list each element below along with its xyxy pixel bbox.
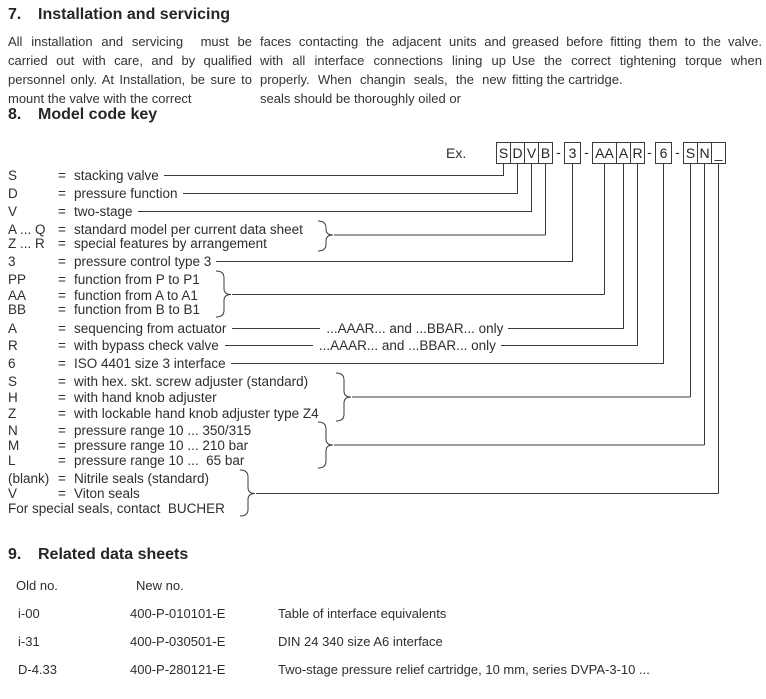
key-code: M xyxy=(8,437,20,453)
key-code: BB xyxy=(8,301,27,317)
connector-line xyxy=(501,345,638,346)
key-code: V xyxy=(8,203,18,219)
key-row-viton-seals: V = Viton seals xyxy=(8,485,140,501)
code-box-N: N xyxy=(697,142,712,164)
key-desc: function from A to A1 xyxy=(74,287,198,303)
key-note: ...AAAR... and ...BBAR... only xyxy=(326,320,504,336)
key-code: R xyxy=(8,337,18,353)
key-desc: with hand knob adjuster xyxy=(74,389,217,405)
key-desc: ISO 4401 size 3 interface xyxy=(74,355,226,371)
code-box-B: B xyxy=(538,142,553,164)
code-dash-4: - xyxy=(675,144,680,160)
key-row-range-l: L = pressure range 10 ... 65 bar xyxy=(8,452,245,468)
new-no: 400-P-030501-E xyxy=(130,634,226,649)
key-row-iso-interface: 6 = ISO 4401 size 3 interface xyxy=(8,354,766,372)
key-desc: with hex. skt. screw adjuster (standard) xyxy=(74,373,309,389)
key-code: H xyxy=(8,389,18,405)
old-no: i-00 xyxy=(18,606,40,621)
connector-line xyxy=(225,345,313,346)
key-row-sequencing: A = sequencing from actuator ...AAAR... and ...BBAR... only xyxy=(8,319,766,337)
key-row-hex-adjuster: S = with hex. skt. screw adjuster (standard) xyxy=(8,373,309,389)
key-row-nitrile-seals: (blank) = Nitrile seals (standard) xyxy=(8,470,210,486)
example-label: Ex. xyxy=(446,145,467,161)
key-desc: pressure range 10 ... 65 bar xyxy=(74,452,245,468)
key-row-bypass: R = with bypass check valve ...AAAR... and ...BBAR... only xyxy=(8,336,766,354)
key-code: 3 xyxy=(8,253,16,269)
key-code: AA xyxy=(8,287,27,303)
key-code: S xyxy=(8,167,18,183)
section7-title xyxy=(8,6,230,24)
key-desc: two-stage xyxy=(74,203,133,219)
key-note: ...AAAR... and ...BBAR... only xyxy=(318,337,496,353)
key-desc: Nitrile seals (standard) xyxy=(74,470,210,486)
key-desc: function from P to P1 xyxy=(74,271,200,287)
key-row-special-seals xyxy=(8,499,766,517)
key-code: S xyxy=(8,373,18,389)
connector-line xyxy=(231,363,664,364)
key-row-two-stage: V = two-stage xyxy=(8,202,766,220)
key-row-stacking-valve: S = stacking valve xyxy=(8,166,766,184)
code-box-D: D xyxy=(510,142,525,164)
key-row-lockable-knob: Z = with lockable hand knob adjuster type Z4 xyxy=(8,405,319,421)
key-row-pressure-control: 3 = pressure control type 3 xyxy=(8,252,766,270)
code-box-AA: AA xyxy=(592,142,617,164)
code-box-blank: _ xyxy=(711,142,726,164)
new-no: 400-P-010101-E xyxy=(130,606,226,621)
section8-title xyxy=(8,106,157,124)
key-desc: pressure range 10 ... 350/315 xyxy=(74,422,252,438)
key-code: Z xyxy=(8,405,17,421)
section7-title-text: Installation and servicing xyxy=(38,6,231,23)
code-box-3: 3 xyxy=(564,142,581,164)
col-header-new-no: New no. xyxy=(136,578,184,593)
key-desc: special features by arrangement xyxy=(74,235,267,251)
old-no: D-4.33 xyxy=(18,662,58,677)
key-row-special-features: Z ... R = special features by arrangement xyxy=(8,235,267,251)
section9-number: 9. xyxy=(8,546,22,563)
code-box-R: R xyxy=(630,142,645,164)
connector-line xyxy=(183,193,518,194)
key-desc: stacking valve xyxy=(74,167,159,183)
key-row-pressure-function: D = pressure function xyxy=(8,184,766,202)
old-no: i-31 xyxy=(18,634,40,649)
code-box-A: A xyxy=(616,142,631,164)
key-desc: pressure function xyxy=(74,185,178,201)
section7-number: 7. xyxy=(8,6,22,23)
section7-column-1: All installation and servicing must be carried out with care, and by qualified personnel only. At Installation, be sure to mount the valve with the correct xyxy=(8,34,252,106)
key-desc: standard model per current data sheet xyxy=(74,221,303,237)
key-code: A xyxy=(8,320,18,336)
key-code: V xyxy=(8,485,18,501)
key-code: Z ... R xyxy=(8,235,45,251)
code-dash-3: - xyxy=(647,144,652,160)
code-box-S: S xyxy=(496,142,511,164)
key-code: 6 xyxy=(8,355,16,371)
key-desc: sequencing from actuator xyxy=(74,320,227,336)
key-row-standard-model: A ... Q = standard model per current data sheet xyxy=(8,221,303,237)
model-code-diagram xyxy=(0,138,766,530)
key-code: N xyxy=(8,422,18,438)
key-desc: Viton seals xyxy=(74,485,140,501)
code-box-V: V xyxy=(524,142,539,164)
key-row-bb: BB = function from B to B1 xyxy=(8,301,201,317)
key-code: PP xyxy=(8,271,27,287)
sheet-desc: DIN 24 340 size A6 interface xyxy=(278,634,443,649)
key-desc: pressure control type 3 xyxy=(74,253,212,269)
key-row-range-m: M = pressure range 10 ... 210 bar xyxy=(8,437,249,453)
code-dash-1: - xyxy=(556,144,561,160)
connector-line xyxy=(216,261,573,262)
key-code: L xyxy=(8,452,16,468)
section7-column-2: faces contacting the adjacent units and with all interface connections lining up properly. When changin seals, the new seals should be thoroughly oiled or xyxy=(260,34,506,106)
code-dash-2: - xyxy=(584,144,589,160)
code-box-S2: S xyxy=(683,142,698,164)
key-row-aa: AA = function from A to A1 xyxy=(8,287,198,303)
section9-title-text: Related data sheets xyxy=(38,546,189,563)
key-row-hand-knob: H = with hand knob adjuster xyxy=(8,389,217,405)
section7-column-3: greased before fitting them to the valve. Use the correct tightening torque when fitting the cartridge. xyxy=(512,34,762,87)
connector-line xyxy=(164,175,504,176)
key-row-range-n: N = pressure range 10 ... 350/315 xyxy=(8,422,252,438)
connector-line xyxy=(508,328,624,329)
sheet-desc: Table of interface equivalents xyxy=(278,606,447,621)
key-code: A ... Q xyxy=(8,221,46,237)
key-desc: function from B to B1 xyxy=(74,301,201,317)
connector-line xyxy=(138,211,532,212)
section8-number: 8. xyxy=(8,106,22,123)
connector-line xyxy=(232,328,320,329)
code-box-6: 6 xyxy=(655,142,672,164)
key-code: (blank) xyxy=(8,470,50,486)
key-row-pp: PP = function from P to P1 xyxy=(8,271,200,287)
key-code: D xyxy=(8,185,18,201)
key-desc: with bypass check valve xyxy=(74,337,219,353)
key-desc: pressure range 10 ... 210 bar xyxy=(74,437,249,453)
section9-title xyxy=(8,546,188,564)
new-no: 400-P-280121-E xyxy=(130,662,226,677)
sheet-desc: Two-stage pressure relief cartridge, 10 mm, series DVPA-3-10 ... xyxy=(278,662,650,677)
section8-title-text: Model code key xyxy=(38,106,158,123)
key-desc: with lockable hand knob adjuster type Z4 xyxy=(74,405,319,421)
key-desc: For special seals, contact BUCHER xyxy=(8,500,225,516)
col-header-old-no: Old no. xyxy=(16,578,58,593)
